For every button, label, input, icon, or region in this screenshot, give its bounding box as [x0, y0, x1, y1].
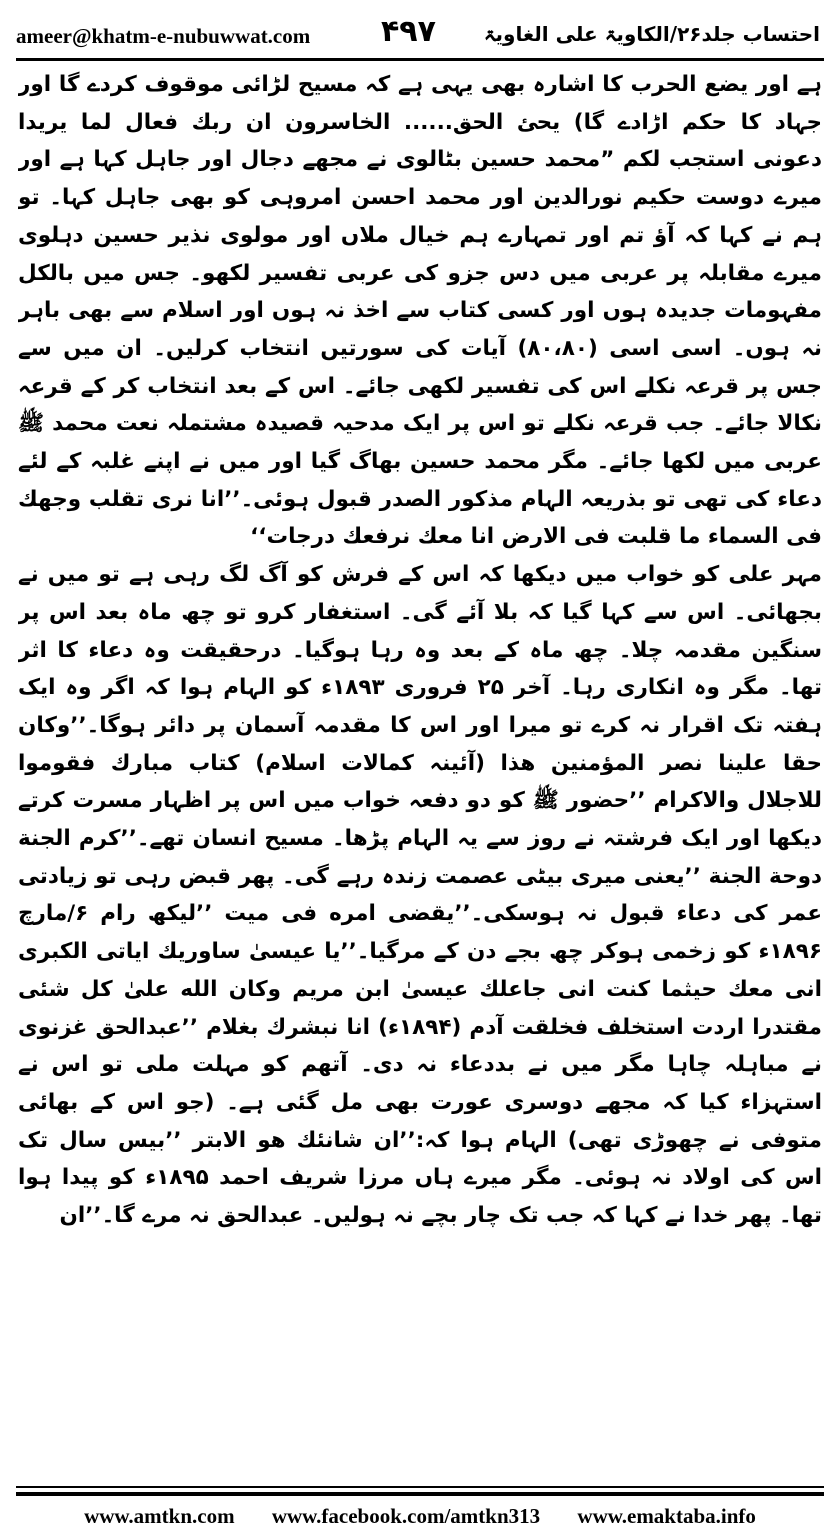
book-title: احتساب جلد۲۶/الکاویۃ علی الغاویۃ [483, 22, 820, 46]
page-number: ۴۹۷ [381, 14, 436, 49]
header-divider [16, 58, 824, 61]
paragraph: مہر علی کو خواب میں دیکھا کہ اس کے فرش کو آگ لگ رہی ہے تو میں نے بجھائی۔ اس سے کہا گیا کہ بلا آئے گی۔ استغفار کرو تو چھ ماہ بعد اس پر سنگین مقدمہ چلا۔ چھ ماہ کے بعد وہ رہا ہوگیا۔ درحقیقت وہ دعاء کا اثر تھا۔ مگر وہ انکاری رہا۔ آخر ۲۵ فروری ۱۸۹۳ء کو الہام ہوا کہ اگر وہ ایک ہفتہ تک اقرار نہ کرے تو میرا اور اس کا مقدمہ آسمان پر دائر ہوگا۔’’وکان حقا علینا نصر المؤمنین هذا (آئینہ کمالات اسلام) کتاب مبارك فقوموا للاجلال والاکرام ’’حضور ﷺ کو دو دفعہ خواب میں اس پر اظہار مسرت کرتے دیکھا اور ایک فرشتہ نے روز سے یہ الہام پڑھا۔ مسیح انسان تھے۔’’کرم الجنة دوحة الجنة ’’یعنی میری بیٹی عصمت زندہ رہے گی۔ پھر قبض رہی تو زیادتی عمر کی دعاء قبول نہ ہوسکی۔’’یقضی امره فی میت ’’لیکھ رام ۶/مارچ ۱۸۹۶ء کو زخمی ہوکر چھ بجے دن کے مرگیا۔’’یا عیسیٰ ساوریك ایاتی الکبری انی معك حیثما کنت انی جاعلك عیسیٰ ابن مریم وکان الله علیٰ کل شئی مقتدرا اردت استخلف فخلقت آدم (۱۸۹۴ء) انا نبشرك بغلام ’’عبدالحق غزنوی نے مباہلہ چاہا مگر میں نے بددعاء نہ دی۔ آتھم کو مہلت ملی تو اس نے استہزاء کیا کہ مجھے دوسری عورت بھی مل گئی ہے۔ (جو اس کے بھائی متوفی نے چھوڑی تھی) الہام ہوا کہ:’’ان شانئك هو الابتر ’’بیس سال تک اس کی اولاد نہ ہوئی۔ مگر میرے ہاں مرزا شریف احمد ۱۸۹۵ء کو پیدا ہوا تھا۔ پھر خدا نے کہا کہ جب تک چار بچے نہ ہولیں۔ عبدالحق نہ مرے گا۔’’ان [18, 562, 822, 1229]
page-header [16, 14, 824, 54]
header-email: ameer@khatm-e-nubuwwat.com [16, 24, 311, 48]
paragraph: ہے اور یضع الحرب کا اشارہ بھی یہی ہے کہ مسیح لڑائی موقوف کردے گا اور جہاد کا حکم اڑادے گا) یحئ الحق...... الخاسرون ان ربك فعال لما یریدا دعونی استجب لکم ”محمد حسین بٹالوی نے مجھے دجال اور جاہل کہا ہے اور میرے دوست حکیم نورالدین اور محمد احسن امروہی کو بھی جاہل کہا۔ تو ہم نے کہا کہ آؤ تم اور تمہارے ہم خیال ملاں اور مولوی نذیر حسین دہلوی میرے مقابلہ پر عربی میں دس جزو کی عربی تفسیر لکھو۔ جس میں بالکل مفہومات جدیدہ ہوں اور کسی کتاب سے اخذ نہ ہوں اور اسلام سے بھی باہر نہ ہوں۔ اسی اسی (۸۰،۸۰) آیات کی سورتیں انتخاب کرلیں۔ ان میں سے جس پر قرعہ نکلے اس کی تفسیر لکھی جائے۔ اس کے بعد انتخاب کر کے قرعہ نکالا جائے۔ جب قرعہ نکلے تو اس پر ایک مدحیہ قصیدہ مشتملہ نعت محمد ﷺ عربی میں لکھا جائے۔ مگر محمد حسین بھاگ گیا اور میں نے اپنے غلبہ کے لئے دعاء کی تھی تو بذریعہ الہام مذکور الصدر قبول ہوئی۔’’انا نری تقلب وجهك فی السماء ما قلبت فی الارض انا معك نرفعك درجات‘‘ [18, 72, 822, 550]
footer-link-amtkn[interactable]: www.amtkn.com [84, 1504, 235, 1528]
footer-divider [16, 1486, 824, 1488]
footer-divider-thick [16, 1492, 824, 1496]
page-body [18, 66, 822, 1476]
page-footer [0, 1480, 840, 1540]
footer-link-facebook[interactable]: www.facebook.com/amtkn313 [271, 1504, 541, 1528]
footer-links [0, 1504, 840, 1529]
footer-link-emaktaba[interactable]: www.emaktaba.info [577, 1504, 756, 1528]
